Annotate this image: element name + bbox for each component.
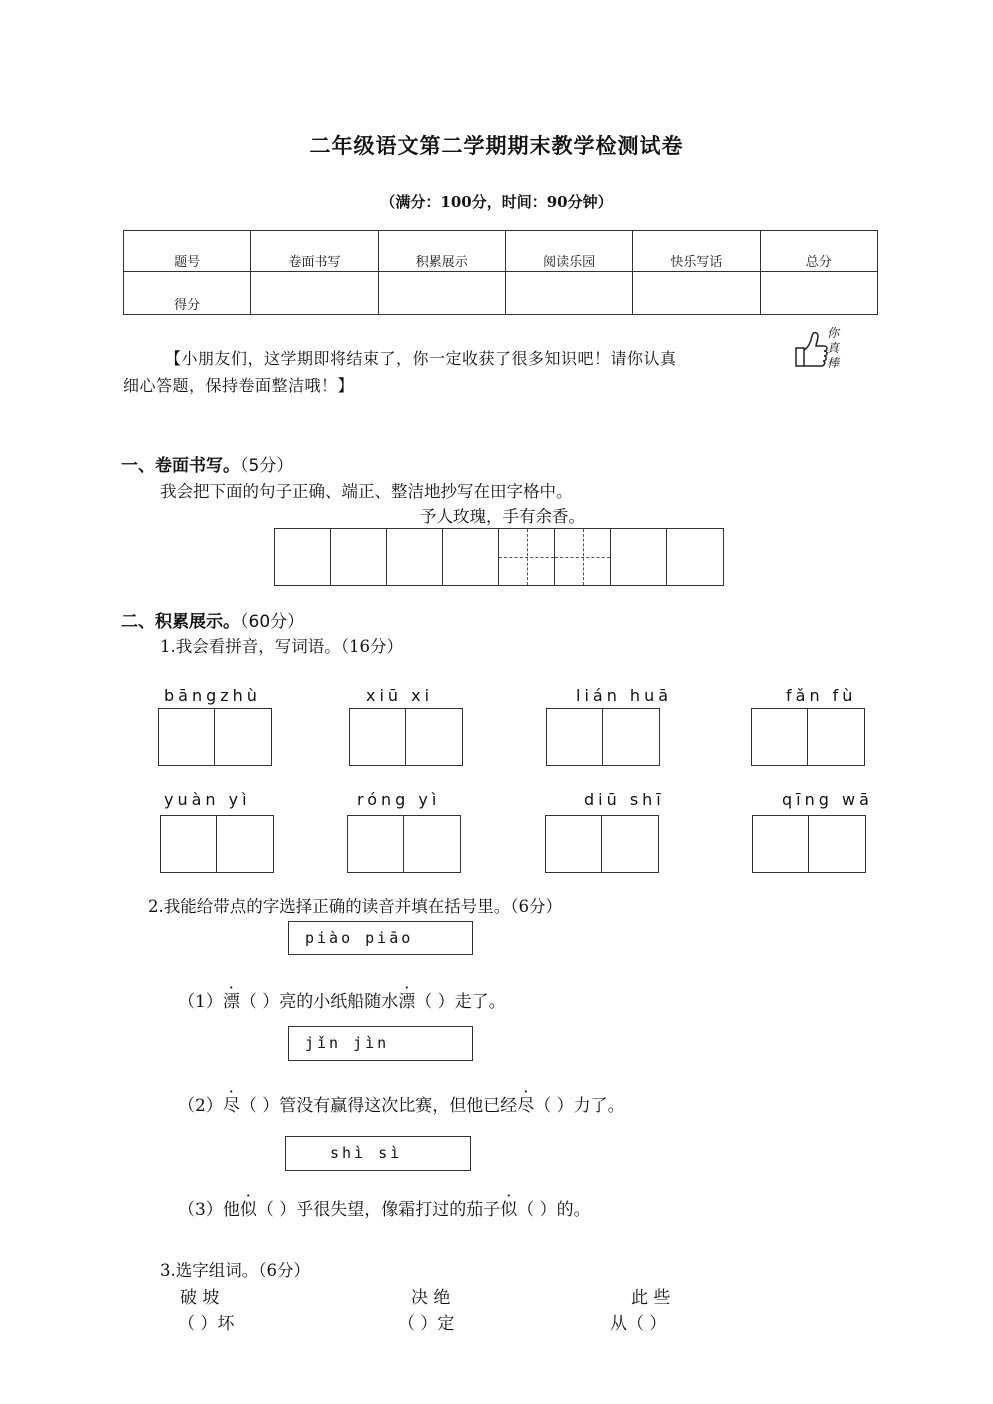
section2-heading — [121, 607, 304, 632]
answer-box-pair[interactable] — [546, 708, 660, 766]
grid-cell[interactable] — [275, 529, 331, 585]
grid-cell[interactable] — [499, 529, 555, 585]
q2-item-number: （3）他 — [178, 1200, 240, 1220]
dotted-char: 尽 — [517, 1096, 535, 1116]
score-header-cell: 卷面书写 — [251, 231, 378, 272]
dotted-char: 漂 — [398, 992, 416, 1012]
section1-points: （5分） — [240, 456, 294, 476]
intro-message — [123, 345, 793, 399]
score-input-cell[interactable] — [251, 272, 378, 315]
pinyin-options-box: jǐn jìn — [288, 1026, 473, 1061]
pinyin-label: diū shī — [584, 790, 665, 809]
section1-sentence: 予人玫瑰，手有余香。 — [420, 507, 585, 526]
thumbs-up-icon — [790, 322, 845, 374]
q3-char-pair: 此 些 — [631, 1288, 671, 1308]
pinyin-label: róng yì — [357, 790, 441, 809]
q3-label: 3.选字组词。（6分） — [160, 1261, 310, 1280]
score-input-cell[interactable] — [378, 272, 505, 315]
q2-sentence-text: （ ）亮的小纸船随水 — [239, 992, 399, 1012]
grid-cell[interactable] — [667, 529, 723, 585]
writing-grid — [274, 528, 724, 586]
score-header-cell: 积累展示 — [378, 231, 505, 272]
dotted-char: 似 — [500, 1200, 518, 1220]
badge-text: 你真棒 — [827, 326, 840, 370]
q2-sentence-text: （ ）管没有赢得这次比赛，但他已经 — [239, 1096, 518, 1116]
pinyin-label: yuàn yì — [164, 790, 251, 809]
answer-box-pair[interactable] — [752, 815, 866, 873]
answer-box-pair[interactable] — [160, 815, 274, 873]
q2-sentence-text: （ ）走了。 — [415, 992, 506, 1012]
intro-line-1: 【小朋友们，这学期即将结束了，你一定收获了很多知识吧！请你认真 — [165, 349, 677, 368]
dotted-char: 漂 — [222, 992, 240, 1012]
q3-blank[interactable]: （ ）坏 — [178, 1314, 235, 1334]
score-input-cell[interactable] — [760, 272, 877, 315]
score-header-cell: 快乐写话 — [633, 231, 760, 272]
score-input-cell[interactable] — [633, 272, 760, 315]
q2-item-number: （2） — [178, 1096, 223, 1116]
pinyin-options-box: shì sì — [285, 1136, 471, 1171]
q2-item-number: （1） — [178, 992, 223, 1012]
q2-sentence-text: （ ）乎很失望，像霜打过的茄子 — [256, 1200, 501, 1220]
page-title: 二年级语文第二学期期末教学检测试卷 — [309, 134, 684, 158]
intro-line-2: 细心答题，保持卷面整洁哦！】 — [123, 376, 355, 395]
score-header-cell: 题号 — [124, 231, 251, 272]
q2-label: 2.我能给带点的字选择正确的读音并填在括号里。（6分） — [148, 897, 562, 916]
grid-cell[interactable] — [387, 529, 443, 585]
grid-cell[interactable] — [555, 529, 611, 585]
q2-sentence-2 — [178, 1091, 625, 1116]
section1-instruction: 我会把下面的句子正确、端正、整洁地抄写在田字格中。 — [160, 482, 573, 501]
answer-box-pair[interactable] — [347, 815, 461, 873]
pinyin-label: fǎn fù — [786, 686, 857, 705]
score-header-cell: 总分 — [760, 231, 877, 272]
score-header-cell: 阅读乐园 — [505, 231, 632, 272]
q3-blank[interactable]: （ ）定 — [398, 1314, 455, 1334]
pinyin-label: xiū xi — [366, 686, 434, 705]
pinyin-label: lián huā — [576, 686, 673, 705]
answer-box-pair[interactable] — [158, 708, 272, 766]
section1-heading — [121, 451, 293, 476]
score-table-score-row — [124, 272, 878, 315]
answer-box-pair[interactable] — [751, 708, 865, 766]
q3-char-pair: 破 坡 — [180, 1288, 220, 1308]
q3-char-pair: 决 绝 — [411, 1288, 451, 1308]
score-table-header-row — [124, 231, 878, 272]
grid-cell[interactable] — [443, 529, 499, 585]
q2-sentence-1 — [178, 987, 506, 1012]
grid-cell[interactable] — [331, 529, 387, 585]
grid-cell[interactable] — [611, 529, 667, 585]
page-subtitle: （满分：100分，时间：90分钟） — [380, 193, 613, 211]
section2-points: （60分） — [240, 612, 305, 632]
pinyin-label: qīng wā — [782, 790, 873, 809]
pinyin-label: bāngzhù — [164, 686, 261, 705]
answer-box-pair[interactable] — [349, 708, 463, 766]
dotted-char: 似 — [239, 1200, 257, 1220]
pinyin-options-box: piào piāo — [288, 921, 473, 955]
answer-box-pair[interactable] — [545, 815, 659, 873]
score-input-cell[interactable] — [505, 272, 632, 315]
q2-sentence-text: （ ）的。 — [517, 1200, 591, 1220]
q1-label: 1.我会看拼音，写词语。（16分） — [160, 637, 403, 656]
section2-title: 二、积累展示。 — [121, 612, 240, 632]
score-row-label: 得分 — [124, 272, 251, 315]
score-table — [123, 230, 878, 315]
q3-blank[interactable]: 从（ ） — [610, 1314, 667, 1334]
q2-sentence-3 — [178, 1195, 591, 1220]
section1-title: 一、卷面书写。 — [121, 456, 240, 476]
dotted-char: 尽 — [222, 1096, 240, 1116]
q2-sentence-text: （ ）力了。 — [534, 1096, 625, 1116]
